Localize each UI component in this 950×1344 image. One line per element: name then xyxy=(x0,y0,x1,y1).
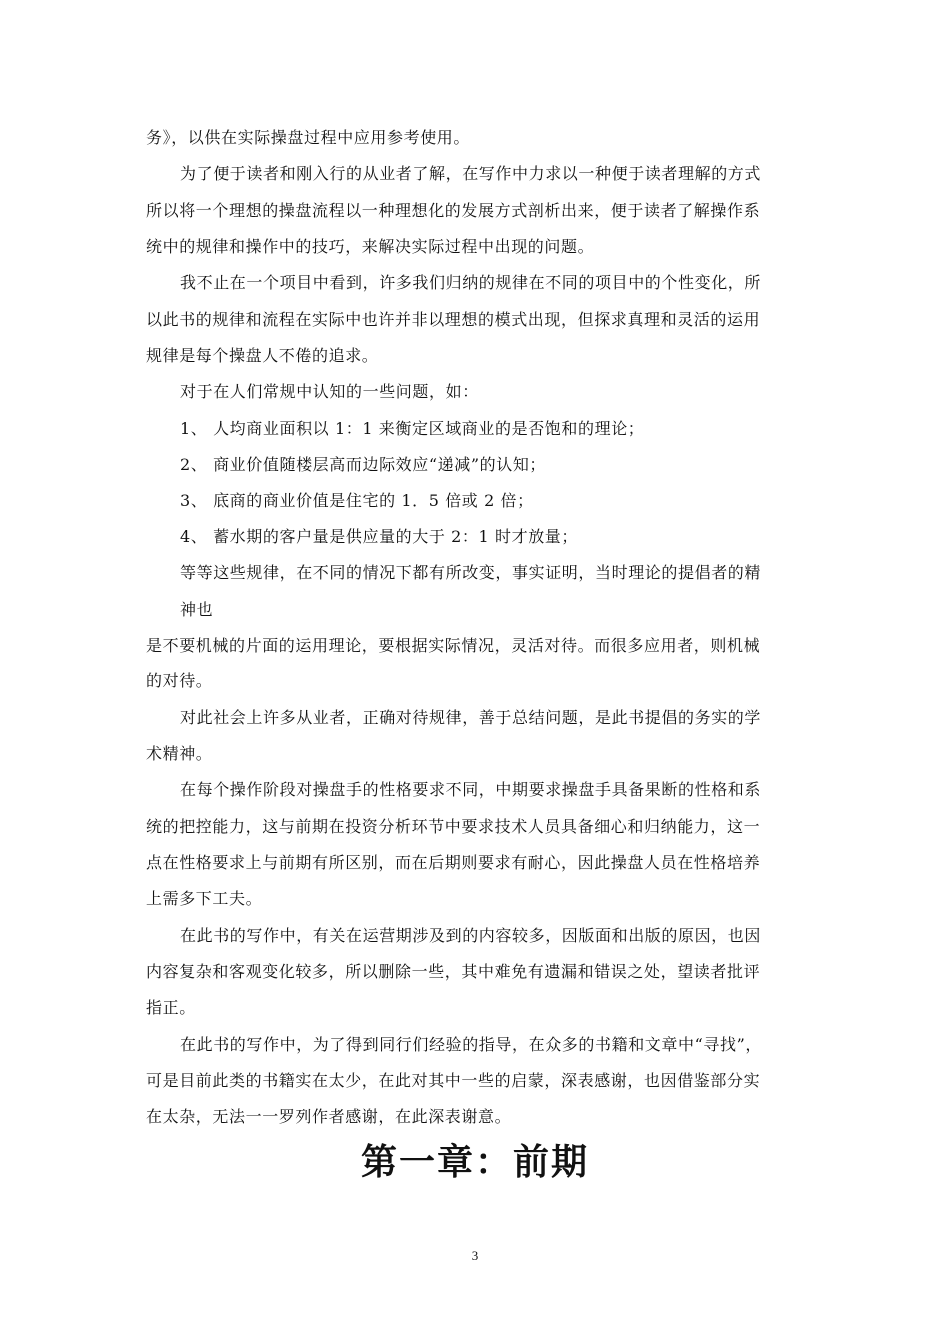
body-text-line: 在此书的写作中，为了得到同行们经验的指导，在众多的书籍和文章中“寻找”， xyxy=(180,1035,762,1054)
page-number: 3 xyxy=(471,1248,479,1263)
body-text-line: 对此社会上许多从业者，正确对待规律，善于总结问题，是此书提倡的务实的学 xyxy=(180,708,762,727)
body-text-line: 上需多下工夫。 xyxy=(146,889,263,908)
body-text-line: 在每个操作阶段对操盘手的性格要求不同，中期要求操盘手具备果断的性格和系 xyxy=(180,780,762,799)
body-text-line: 内容复杂和客观变化较多，所以删除一些，其中难免有遗漏和错误之处，望读者批评 xyxy=(146,962,761,981)
chapter-title: 第一章：前期 xyxy=(360,1142,589,1183)
body-text-line: 的对待。 xyxy=(146,671,213,690)
body-text-line: 我不止在一个项目中看到，许多我们归纳的规律在不同的项目中的个性变化，所 xyxy=(180,273,762,292)
list-item: 1、 人均商业面积以 1：1 来衡定区域商业的是否饱和的理论； xyxy=(180,419,645,438)
body-text-line: 对于在人们常规中认知的一些问题，如： xyxy=(180,382,479,401)
body-text-line: 在太杂，无法一一罗列作者感谢，在此深表谢意。 xyxy=(146,1107,512,1126)
body-text-line: 术精神。 xyxy=(146,744,213,763)
body-text-line: 规律是每个操盘人不倦的追求。 xyxy=(146,346,379,365)
body-text-line: 指正。 xyxy=(146,998,196,1017)
body-text-line: 是不要机械的片面的运用理论，要根据实际情况，灵活对待。而很多应用者，则机械 xyxy=(146,636,761,655)
body-text-line: 务》，以供在实际操盘过程中应用参考使用。 xyxy=(146,128,471,147)
list-item: 3、 底商的商业价值是住宅的 1．5 倍或 2 倍； xyxy=(180,491,534,510)
body-text-line: 等等这些规律，在不同的情况下都有所改变，事实证明，当时理论的提倡者的精 xyxy=(180,563,762,582)
body-text-line: 为了便于读者和刚入行的从业者了解，在写作中力求以一种便于读者理解的方式 xyxy=(180,164,762,183)
body-text-line: 在此书的写作中，有关在运营期涉及到的内容较多，因版面和出版的原因，也因 xyxy=(180,926,762,945)
body-text-line: 统中的规律和操作中的技巧，来解决实际过程中出现的问题。 xyxy=(146,237,595,256)
body-text-line: 以此书的规律和流程在实际中也许并非以理想的模式出现，但探求真理和灵活的运用 xyxy=(146,310,761,329)
list-item: 4、 蓄水期的客户量是供应量的大于 2：1 时才放量； xyxy=(180,527,578,546)
body-text-line: 点在性格要求上与前期有所区别，而在后期则要求有耐心，因此操盘人员在性格培养 xyxy=(146,853,761,872)
body-text-line: 所以将一个理想的操盘流程以一种理想化的发展方式剖析出来，便于读者了解操作系 xyxy=(146,201,761,220)
list-item: 2、 商业价值随楼层高而边际效应“递减”的认知； xyxy=(180,455,547,474)
body-text-line: 可是目前此类的书籍实在太少，在此对其中一些的启蒙，深表感谢，也因借鉴部分实 xyxy=(146,1071,761,1090)
body-text-line: 统的把控能力，这与前期在投资分析环节中要求技术人员具备细心和归纳能力，这一 xyxy=(146,817,761,836)
body-text-line: 神也 xyxy=(180,600,214,619)
